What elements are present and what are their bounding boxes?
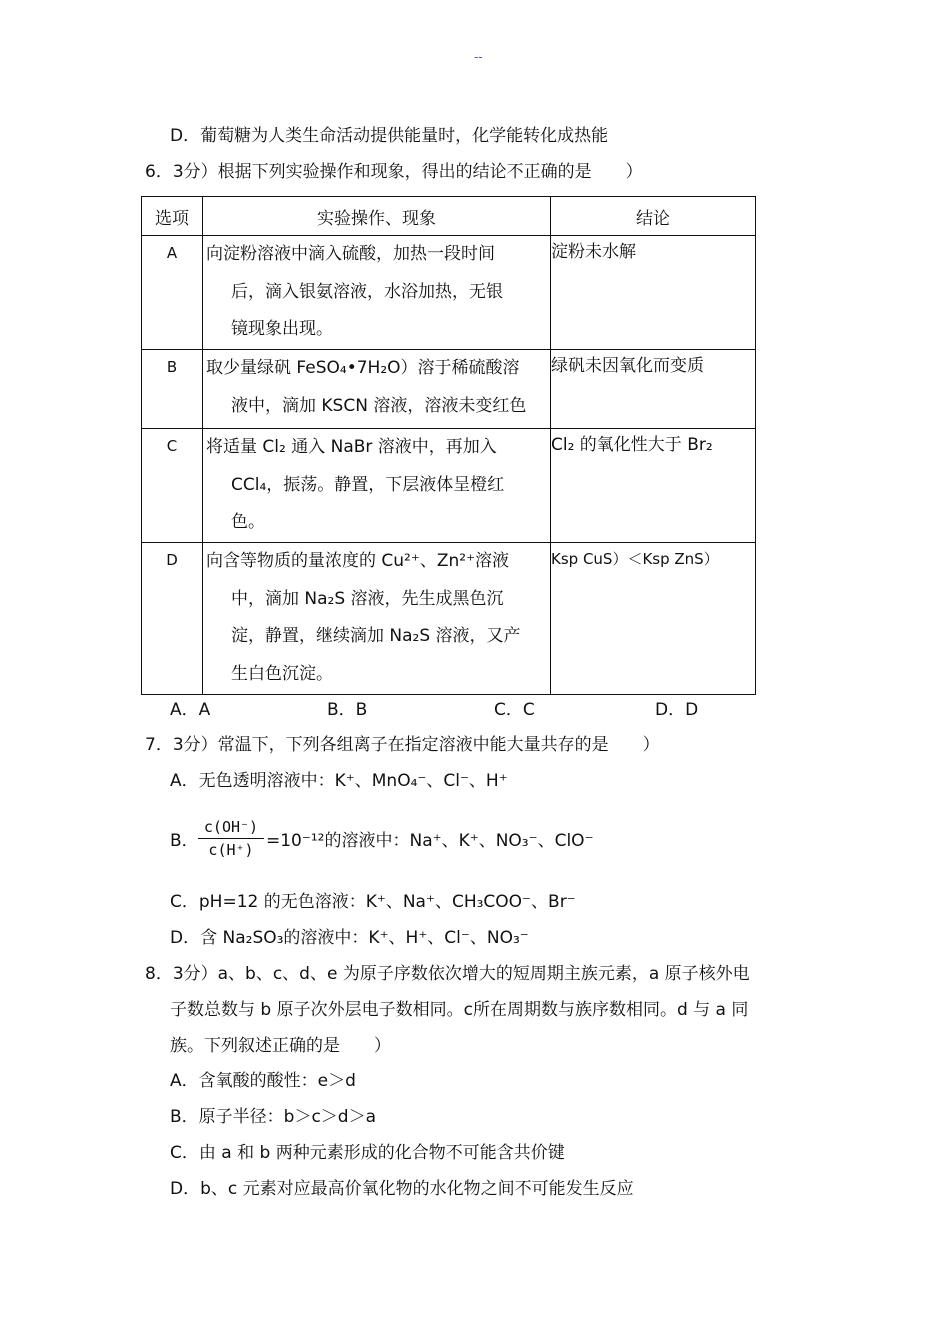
- q8-option-d: D．b、c 元素对应最高价氧化物的水化物之间不可能发生反应: [170, 1179, 634, 1199]
- fraction-denominator: c(H⁺): [208, 841, 254, 859]
- row-operation: [203, 350, 551, 429]
- row-option: D: [142, 543, 203, 695]
- q6-answer-b: B．B: [327, 700, 368, 720]
- table-row: [142, 350, 756, 429]
- header-operation: 实验操作、现象: [203, 197, 551, 236]
- q8-stem-line1: 8．3分）a、b、c、d、e 为原子序数依次增大的短周期主族元素，a 原子核外电: [145, 964, 750, 984]
- row-operation: [203, 236, 551, 350]
- row-option: B: [142, 350, 203, 429]
- operation-line: 取少量绿矾 FeSO₄•7H₂O）溶于稀硫酸溶: [206, 358, 520, 378]
- table-header-row: [142, 197, 756, 236]
- q7-stem: 7．3分）常温下，下列各组离子在指定溶液中能大量共存的是 ）: [145, 735, 660, 755]
- operation-line: 向淀粉溶液中滴入硫酸，加热一段时间: [206, 244, 495, 264]
- row-operation: [203, 429, 551, 543]
- row-option: C: [142, 429, 203, 543]
- q7-option-b-text: =10⁻¹²的溶液中：Na⁺、K⁺、NO₃⁻、ClO⁻: [266, 831, 594, 851]
- q5-option-d: D．葡萄糖为人类生命活动提供能量时，化学能转化成热能: [170, 126, 609, 146]
- q6-experiment-table: [141, 196, 756, 695]
- q7-option-b-prefix: B．: [170, 831, 199, 851]
- operation-line: 液中，滴加 KSCN 溶液，溶液未变红色: [231, 395, 527, 416]
- q8-option-c: C．由 a 和 b 两种元素形成的化合物不可能含共价键: [170, 1143, 565, 1163]
- operation-line: 镜现象出现。: [231, 319, 333, 339]
- row-operation: [203, 543, 551, 695]
- operation-line: 色。: [231, 512, 265, 532]
- row-conclusion: Cl₂ 的氧化性大于 Br₂: [551, 429, 756, 543]
- q7-option-a: A．无色透明溶液中：K⁺、MnO₄⁻、Cl⁻、H⁺: [170, 771, 508, 791]
- header-option: 选项: [142, 197, 203, 236]
- q7-option-b-fraction: [198, 818, 264, 859]
- table-row: [142, 236, 756, 350]
- q6-answer-a: A．A: [170, 700, 211, 720]
- q8-stem-line3: 族。下列叙述正确的是 ）: [170, 1036, 391, 1056]
- table-row: [142, 543, 756, 695]
- operation-line: 向含等物质的量浓度的 Cu²⁺、Zn²⁺溶液: [206, 551, 510, 571]
- operation-line: 淀，静置，继续滴加 Na₂S 溶液，又产: [231, 626, 521, 646]
- q6-answer-d: D．D: [655, 700, 699, 720]
- q7-option-d: D．含 Na₂SO₃的溶液中：K⁺、H⁺、Cl⁻、NO₃⁻: [170, 928, 529, 948]
- operation-line: 将适量 Cl₂ 通入 NaBr 溶液中，再加入: [206, 437, 497, 457]
- operation-line: CCl₄，振荡。静置，下层液体呈橙红: [231, 474, 505, 495]
- page-header: --: [474, 50, 483, 64]
- q8-option-b: B．原子半径：b＞c＞d＞a: [170, 1107, 377, 1127]
- operation-line: 中，滴加 Na₂S 溶液，先生成黑色沉: [231, 588, 504, 609]
- header-conclusion: 结论: [551, 197, 756, 236]
- q6-answer-c: C．C: [494, 700, 535, 720]
- row-conclusion: 绿矾未因氧化而变质: [551, 350, 756, 429]
- operation-line: 生白色沉淀。: [231, 663, 333, 684]
- q6-stem: 6．3分）根据下列实验操作和现象，得出的结论不正确的是 ）: [145, 162, 643, 182]
- q8-stem-line2: 子数总数与 b 原子次外层电子数相同。c所在周期数与族序数相同。d 与 a 同: [170, 1000, 749, 1020]
- q8-option-a: A．含氧酸的酸性：e＞d: [170, 1071, 356, 1091]
- row-conclusion: 淀粉未水解: [551, 236, 756, 350]
- row-conclusion: Ksp CuS）＜Ksp ZnS）: [551, 543, 756, 695]
- table-row: [142, 429, 756, 543]
- operation-line: 后，滴入银氨溶液，水浴加热，无银: [231, 281, 503, 302]
- fraction-numerator: c(OH⁻): [198, 818, 264, 839]
- row-option: A: [142, 236, 203, 350]
- q7-option-c: C．pH=12 的无色溶液：K⁺、Na⁺、CH₃COO⁻、Br⁻: [170, 892, 576, 912]
